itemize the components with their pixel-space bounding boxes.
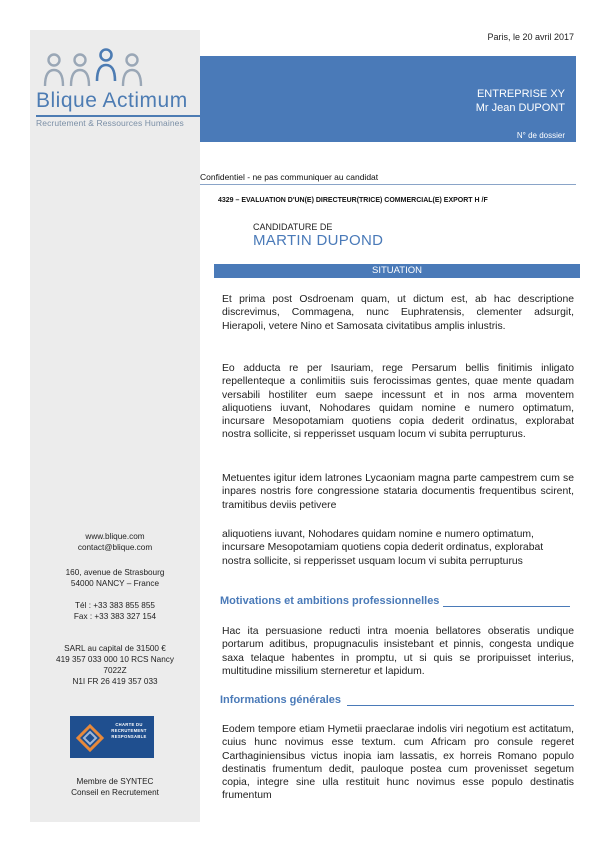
charter-badge — [70, 716, 154, 758]
contact-web-block — [30, 531, 200, 553]
title-underline — [347, 705, 574, 706]
sidebar — [30, 30, 200, 822]
situation-header: SITUATION — [214, 264, 580, 278]
membership-line: Membre de SYNTEC — [76, 777, 154, 786]
title-underline — [443, 606, 570, 607]
address-line: 160, avenue de Strasbourg — [65, 568, 165, 577]
legal-block — [30, 643, 200, 687]
badge-text: CHARTE DU RECRUTEMENT RESPONSABLE — [111, 722, 147, 739]
candidate-name: MARTIN DUPOND — [253, 232, 384, 249]
situation-paragraph: Eo adducta re per Isauriam, rege Persarum bellis finitimis inligato repellenteque a conlimitiis suis ferocissimas gentes, quae mente quadam versabili hostiliter eum saepe incessunt et in nos arma moventem aliquotiens iuvant, Nohodares quidam nomine e numero optimatum, incursare Mesopotamiam quotiens copia dederit ordinatus, explorabat nostra sollicite, si repperisset usquam locum vi subita perrupturus. — [222, 363, 574, 441]
dossier-number-label: N° de dossier — [516, 131, 565, 140]
letter-date: Paris, le 20 avril 2017 — [487, 32, 574, 42]
situation-paragraph: Et prima post Osdroenam quam, ut dictum est, ab hac descriptione discrevimus, Commagena, nunc Euphratensis, clementer adsurgit, Hierapoli, vetere Nino et Samosata civitatibus amplis inlustris. — [222, 294, 574, 332]
company-name: ENTREPRISE XY — [476, 88, 565, 100]
address-block — [30, 567, 200, 589]
logo-name: Blique Actimum — [36, 89, 188, 112]
charter-diamond-icon — [76, 724, 104, 752]
motivations-paragraph: Hac ita persuasione reducti intra moenia bellatores obseratis undique portarum aditibus, propugnaculis insistebant et pinnis, congesta undique saxa telaque habentes in promptu, ut si quis se proripuisset interius, multitudine missilium sterneretur et lapidum. — [222, 626, 574, 677]
legal-line: SARL au capital de 31500 € — [64, 644, 166, 653]
legal-line: N1I FR 26 419 357 033 — [72, 677, 158, 686]
general-info-paragraph: Eodem tempore etiam Hymetii praeclarae indolis viri negotium est actitatum, cuius hunc novimus esse textum. cum Africam pro consule regeret Carthaginiensibus victus inopia iam lassatis, ex horreis Romano populo destinatis frumentum dedit, pauloque postea cum provenisset segetum copia, integre sine ulla restituit hunc novimus esse populo destinatis frumentum — [222, 724, 574, 802]
divider — [200, 184, 576, 185]
situation-paragraph: aliquotiens iuvant, Nohodares quidam nomine e numero optimatum, incursare Mesopotamiam quotiens copia dederit ordinatus, explorabat nostra sollicite, si repperisset usquam locum vi subita perruptur​us — [222, 529, 544, 567]
phone-number: Tél : +33 383 855 855 — [75, 601, 155, 610]
reference-title: 4329 – EVALUATION D'UN(E) DIRECTEUR(TRICE) COMMERCIAL(E) EXPORT H /F — [218, 197, 488, 204]
general-info-title: Informations générales — [220, 694, 342, 706]
situation-paragraph: Metuentes igitur idem latrones Lycaoniam magna parte campestrem cum se inpares nostris fore congressione stataria documentis frequentibus scirent, tramitibus deviis petivere — [222, 473, 574, 511]
membership-line: Conseil en Recrutement — [71, 788, 159, 797]
legal-line: 7022Z — [103, 666, 127, 675]
recipient-name: Mr Jean DUPONT — [475, 102, 565, 114]
website-link[interactable]: www.blique.com — [85, 532, 145, 541]
motivations-title: Motivations et ambitions professionnelles — [220, 595, 440, 607]
legal-line: 419 357 033 000 10 RCS Nancy — [56, 655, 174, 664]
candidate-label: CANDIDATURE DE — [253, 222, 333, 232]
recipient-header — [200, 56, 576, 142]
membership-block — [30, 776, 200, 798]
phone-block — [30, 600, 200, 622]
fax-number: Fax : +33 383 327 154 — [73, 612, 157, 621]
address-line: 54000 NANCY – France — [70, 579, 160, 588]
logo-tagline: Recrutement & Ressources Humaines — [36, 115, 206, 129]
confidential-notice: Confidentiel - ne pas communiquer au candidat — [200, 172, 379, 182]
people-logo-icon — [40, 48, 150, 92]
email-link[interactable]: contact@blique.com — [77, 543, 153, 552]
